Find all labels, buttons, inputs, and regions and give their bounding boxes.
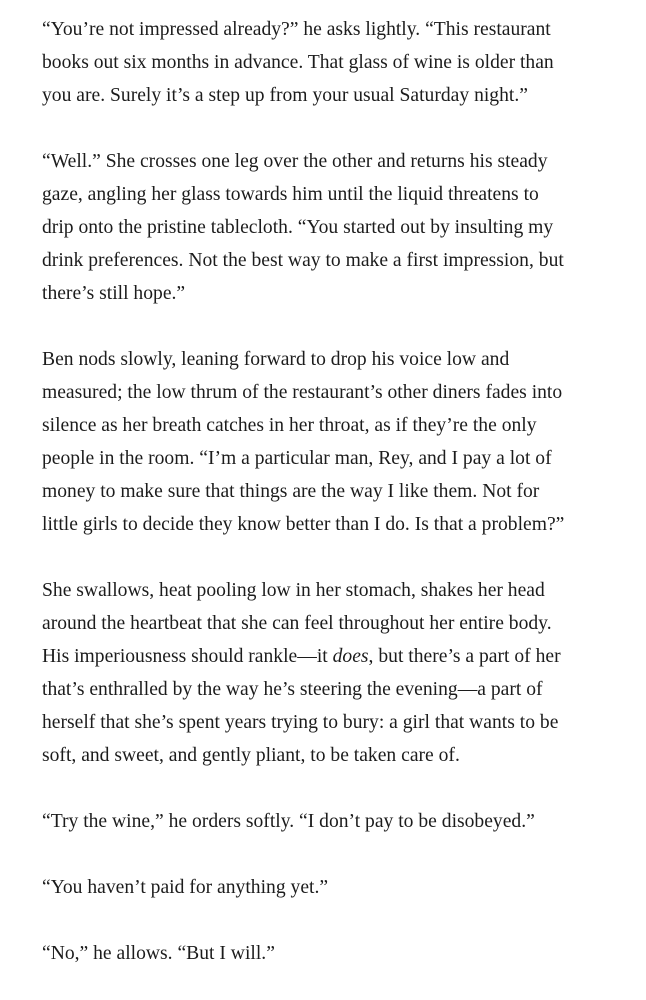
paragraph-3	[42, 343, 628, 541]
text-line: money to make sure that things are the way I like them. Not for	[42, 481, 540, 502]
paragraph-7	[42, 937, 628, 970]
text-line: “You’re not impressed already?” he asks lightly. “This restaurant	[42, 19, 551, 40]
text-line: drink preferences. Not the best way to make a first impression, but	[42, 250, 564, 271]
text-line: “Try the wine,” he orders softly. “I don’t pay to be disobeyed.”	[42, 811, 535, 832]
text-line: “No,” he allows. “But I will.”	[42, 943, 275, 964]
text-line: silence as her breath catches in her throat, as if they’re the only	[42, 415, 537, 436]
text-line: soft, and sweet, and gently pliant, to be taken care of.	[42, 745, 460, 766]
text-line: there’s still hope.”	[42, 283, 186, 304]
text-line: gaze, angling her glass towards him until the liquid threatens to	[42, 184, 539, 205]
paragraph-1	[42, 13, 628, 112]
text-line: little girls to decide they know better than I do. Is that a problem?”	[42, 514, 565, 535]
paragraph-6	[42, 871, 628, 904]
text-line: people in the room. “I’m a particular man, Rey, and I pay a lot of	[42, 448, 552, 469]
text-line: that’s enthralled by the way he’s steering the evening—a part of	[42, 679, 543, 700]
text-segment: , but there’s a part of her	[368, 646, 561, 667]
text-line: drip onto the pristine tablecloth. “You started out by insulting my	[42, 217, 554, 238]
text-line: herself that she’s spent years trying to bury: a girl that wants to be	[42, 712, 559, 733]
paragraph-5	[42, 805, 628, 838]
text-line: She swallows, heat pooling low in her stomach, shakes her head	[42, 580, 545, 601]
text-line: you are. Surely it’s a step up from your usual Saturday night.”	[42, 85, 528, 106]
text-line-with-emphasis	[42, 640, 628, 673]
text-line: “Well.” She crosses one leg over the other and returns his steady	[42, 151, 548, 172]
text-segment: His imperiousness should rankle—it	[42, 646, 333, 667]
text-line: “You haven’t paid for anything yet.”	[42, 877, 329, 898]
text-line: books out six months in advance. That glass of wine is older than	[42, 52, 554, 73]
text-line: around the heartbeat that she can feel throughout her entire body.	[42, 613, 552, 634]
emphasis-text: does	[332, 646, 369, 667]
paragraph-4	[42, 574, 628, 772]
paragraph-2	[42, 145, 628, 310]
text-line: measured; the low thrum of the restaurant’s other diners fades into	[42, 382, 563, 403]
text-line: Ben nods slowly, leaning forward to drop his voice low and	[42, 349, 510, 370]
